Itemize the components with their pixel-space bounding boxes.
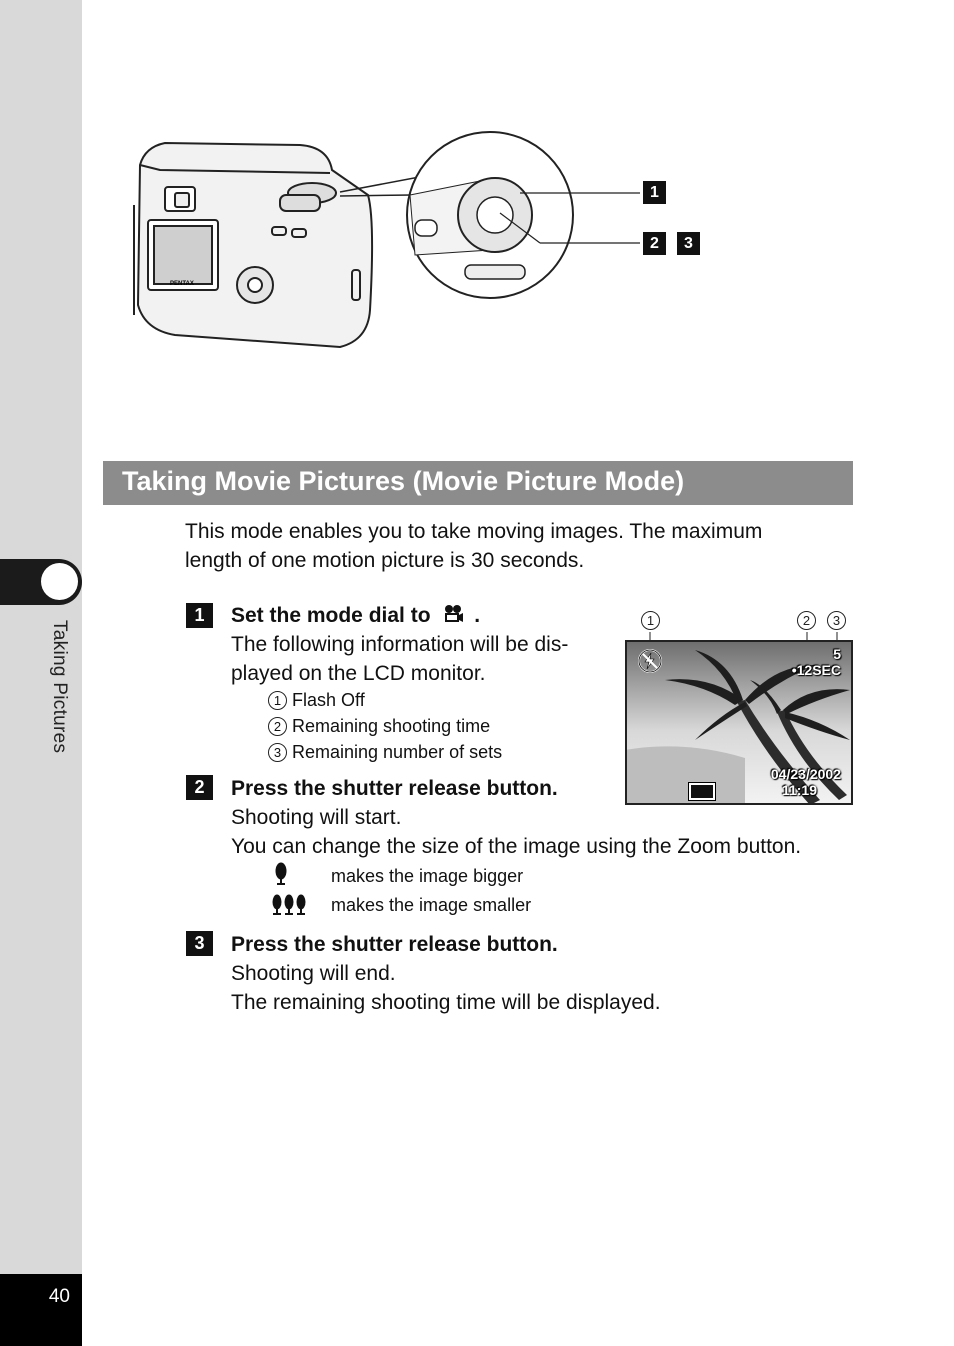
lcd-time: 11:19 [781, 782, 817, 798]
page-number-box [0, 1274, 82, 1346]
step-title-text: Set the mode dial to [231, 604, 431, 627]
illustration-callout-2: 2 [643, 232, 666, 255]
illustration-callout-1: 1 [643, 181, 666, 204]
lcd-remaining-sets: 5 [833, 646, 841, 662]
step-title: Press the shutter release button. [231, 933, 558, 956]
step-text: Shooting will start. [231, 806, 402, 829]
info-item [268, 690, 365, 711]
info-item [268, 742, 502, 763]
brand-logo: PENTAX [170, 281, 194, 287]
circled-number: 1 [268, 691, 287, 710]
info-item-text: Remaining number of sets [292, 742, 503, 762]
step-number: 1 [186, 603, 213, 628]
circled-number: 2 [268, 717, 287, 736]
step-number: 2 [186, 775, 213, 800]
camera-body [134, 143, 372, 347]
step-text: Shooting will end. [231, 962, 396, 985]
flash-off-icon [637, 648, 663, 674]
lcd-marker-2: 2 [797, 611, 821, 630]
intro-line: length of one motion picture is 30 seconds. [185, 549, 585, 572]
mode-dial-closeup [407, 132, 573, 298]
movie-camera-icon [442, 604, 464, 624]
step-title-end: . [474, 604, 481, 627]
lcd-marker-1: 1 [641, 611, 665, 630]
zoom-description: makes the image smaller [331, 895, 532, 915]
section-title: Taking Movie Pictures (Movie Picture Mode) [122, 466, 685, 496]
section-label: Taking Pictures [49, 620, 70, 754]
step-title: Press the shutter release button. [231, 777, 558, 800]
step-number: 3 [186, 931, 213, 956]
intro-line: This mode enables you to take moving images. The maximum [185, 520, 763, 543]
illustration-callout-3: 3 [677, 232, 700, 255]
page-number: 40 [48, 1286, 70, 1307]
zoom-description: makes the image bigger [331, 866, 524, 886]
lcd-date: 04/23/2002 [770, 766, 841, 782]
lcd-screen-preview [625, 640, 853, 805]
step-text: played on the LCD monitor. [231, 662, 486, 685]
lcd-marker-3: 3 [827, 611, 851, 630]
info-item-text: Flash Off [292, 690, 365, 710]
telephoto-icon [274, 862, 288, 888]
wide-angle-icon [271, 894, 307, 918]
circled-number: 3 [268, 743, 287, 762]
info-item [268, 716, 490, 737]
camera-illustration [100, 125, 720, 360]
info-item-text: Remaining shooting time [292, 716, 491, 736]
lcd-remaining-time: •12SEC [791, 662, 841, 678]
step-text: You can change the size of the image using the Zoom button. [231, 835, 802, 858]
intro-paragraph [185, 517, 825, 575]
step-text: The following information will be dis- [231, 633, 569, 656]
chapter-tab-circle [41, 563, 78, 600]
step-text: The remaining shooting time will be displayed. [231, 991, 661, 1014]
step-title [231, 604, 480, 628]
battery-icon [689, 783, 715, 800]
